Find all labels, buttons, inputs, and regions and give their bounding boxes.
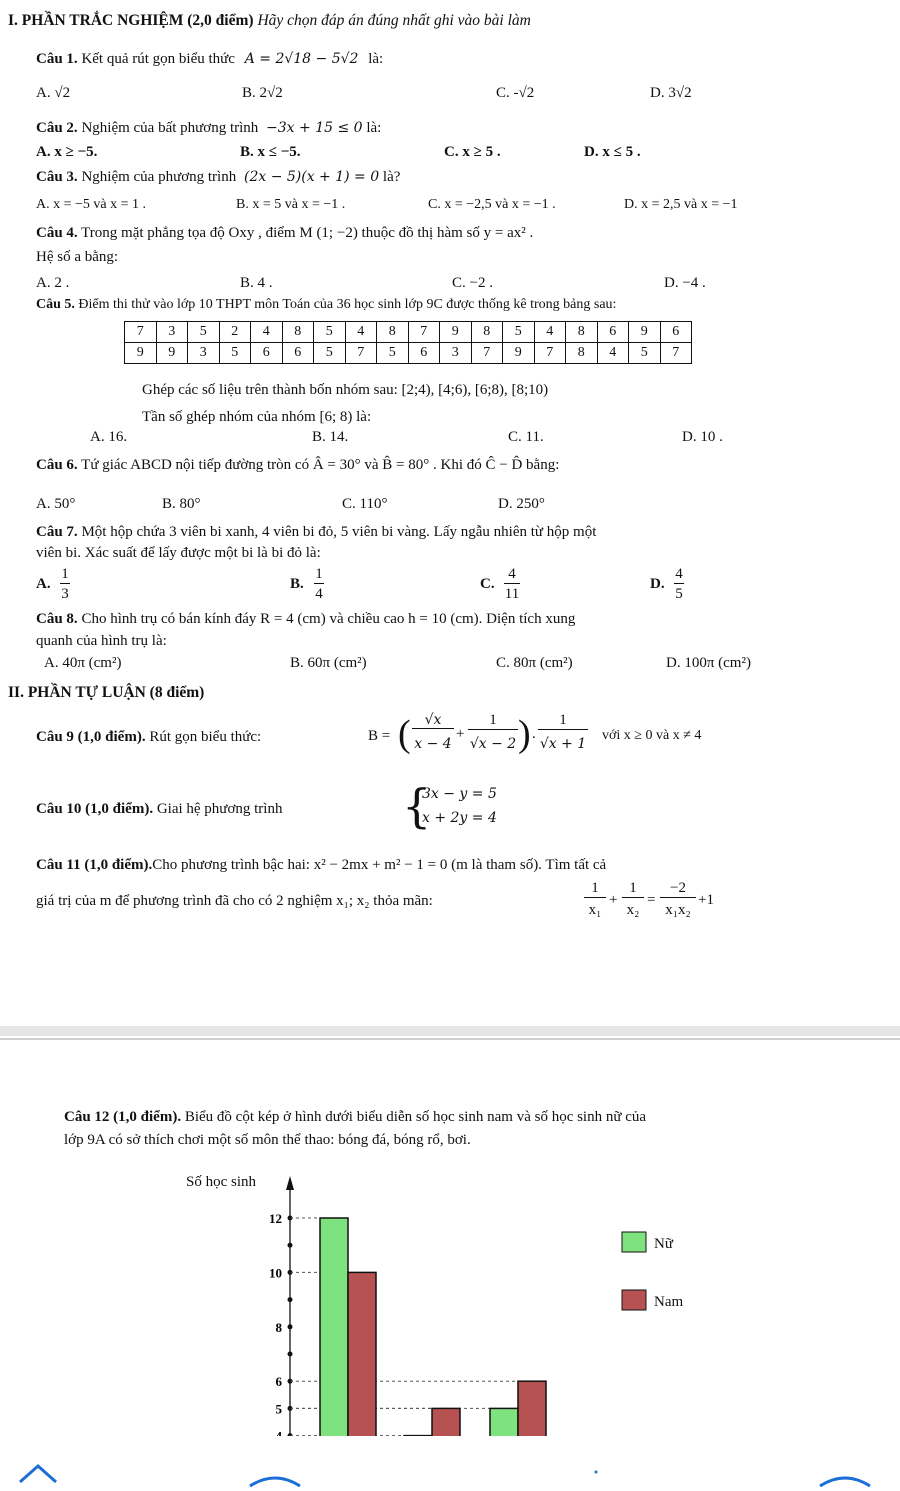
table-cell: 9 xyxy=(156,343,188,364)
table-cell: 8 xyxy=(471,322,503,343)
numerator: 1 xyxy=(315,566,323,582)
q2-stem xyxy=(36,119,381,137)
q10-eq2: x + 2y = 4 xyxy=(422,810,497,826)
legend-label-female: Nữ xyxy=(654,1236,673,1252)
q3-option-a: A. x = −5 và x = 1 . xyxy=(36,197,147,212)
q6-option-b: B. 80° xyxy=(162,496,201,512)
q1-text: Kết quả rút gọn biểu thức xyxy=(81,51,235,67)
frac-num: 1 xyxy=(584,880,606,898)
table-cell: 5 xyxy=(314,322,346,343)
equals-sign: = xyxy=(647,892,656,908)
brace-icon: { xyxy=(402,779,432,833)
table-cell: 5 xyxy=(314,343,346,364)
y-tick-label: 5 xyxy=(275,1401,282,1417)
frac-num: −2 xyxy=(660,880,696,898)
q11-condition xyxy=(580,880,760,928)
q2-option-d: D. x ≤ 5 . xyxy=(584,144,641,160)
frac-den: x₂ xyxy=(626,902,640,918)
q6-text: Tứ giác ABCD nội tiếp đường tròn có Â = 30° và B̂ = 80° . Khi đó Ĉ − D̂ bằng: xyxy=(81,457,560,473)
plus-sign: + xyxy=(456,726,465,742)
q10-system xyxy=(402,779,522,834)
q8-option-a: A. 40π (cm²) xyxy=(44,655,122,671)
bottom-toolbar xyxy=(0,1436,900,1486)
table-cell: 7 xyxy=(345,343,377,364)
table-cell: 4 xyxy=(345,322,377,343)
q6-stem xyxy=(36,456,559,474)
table-cell: 9 xyxy=(629,322,661,343)
page-divider xyxy=(0,1026,900,1036)
q5-option-a: A. 16. xyxy=(90,429,128,445)
q1-option-b: B. 2√2 xyxy=(242,85,283,101)
q1-option-c: C. -√2 xyxy=(496,85,535,101)
frac2-num: 1 xyxy=(468,712,518,730)
q3-option-d: D. x = 2,5 và x = −1 xyxy=(624,197,738,212)
table-cell: 7 xyxy=(660,343,692,364)
q2-expr: −3x + 15 ≤ 0 xyxy=(266,120,363,136)
table-cell: 3 xyxy=(440,343,472,364)
q3-text: Nghiệm của phương trình xyxy=(81,169,237,185)
q5-text: Điểm thi thử vào lớp 10 THPT môn Toán của 36 học sinh lớp 9C được thống kê trong bảng sau: xyxy=(78,297,617,312)
numerator: 4 xyxy=(504,566,520,584)
q12-stem-2: lớp 9A có sở thích chơi một số môn thể thao: bóng đá, bóng rổ, bơi. xyxy=(64,1132,471,1148)
q8-stem-2: quanh của hình trụ là: xyxy=(36,633,167,649)
q8-text: Cho hình trụ có bán kính đáy R = 4 (cm) và chiều cao h = 10 (cm). Diện tích xung xyxy=(81,611,576,627)
table-cell: 8 xyxy=(282,322,314,343)
q7-stem-2: viên bi. Xác suất để lấy được một bi là bi đỏ là: xyxy=(36,545,321,561)
table-cell: 6 xyxy=(597,322,629,343)
paren-close: ) xyxy=(518,713,531,755)
q4-stem xyxy=(36,224,533,242)
q8-option-b: B. 60π (cm²) xyxy=(290,655,367,671)
y-axis-arrow xyxy=(286,1176,294,1190)
table-cell: 9 xyxy=(125,343,157,364)
q3-option-b: B. x = 5 và x = −1 . xyxy=(236,197,346,212)
score-row-1 xyxy=(125,322,692,343)
q4-option-d: D. −4 . xyxy=(664,275,706,291)
legend-label-male: Nam xyxy=(654,1294,684,1310)
q4-stem-2: Hệ số a bằng: xyxy=(36,249,119,265)
frac-den: x₁ xyxy=(588,902,602,918)
q5-option-d: D. 10 . xyxy=(682,429,723,445)
table-cell: 6 xyxy=(660,322,692,343)
frac1-num: √x xyxy=(412,712,454,729)
q1-tail: là: xyxy=(368,51,384,67)
arc-icon xyxy=(820,1478,870,1486)
numerator: 4 xyxy=(675,566,683,582)
q3-expr: (2x − 5)(x + 1) = 0 xyxy=(243,169,380,185)
q3-stem xyxy=(36,168,400,186)
q4-text: Trong mặt phẳng tọa độ Oxy , điểm M (1; −2) thuộc đồ thị hàm số y = ax² . xyxy=(81,225,534,241)
q11-stem-2: giá trị của m để phương trình đã cho có 2 nghiệm x₁; x₂ thỏa mãn: xyxy=(36,893,433,909)
plus-one: +1 xyxy=(698,892,714,908)
q4-label: Câu 4. xyxy=(36,225,78,241)
denominator: 11 xyxy=(504,586,520,602)
q11-text: Cho phương trình bậc hai: x² − 2mx + m² − 1 = 0 (m là tham số). Tìm tất cả xyxy=(152,857,607,873)
q4-option-b: B. 4 . xyxy=(240,275,273,291)
denominator: 5 xyxy=(675,586,683,602)
plus-sign: + xyxy=(609,892,618,908)
table-cell: 9 xyxy=(440,322,472,343)
q1-option-a: A. √2 xyxy=(36,85,71,101)
table-cell: 4 xyxy=(534,322,566,343)
q9-b-eq: B = xyxy=(368,728,391,744)
q2-label: Câu 2. xyxy=(36,120,78,136)
y-tick-label: 12 xyxy=(269,1211,282,1226)
score-row-2 xyxy=(125,343,692,364)
q12-stem xyxy=(64,1108,646,1126)
table-cell: 8 xyxy=(377,322,409,343)
q1-expr: A = 2√18 − 5√2 xyxy=(244,51,359,67)
table-cell: 5 xyxy=(188,322,220,343)
chart-ylabel: Số học sinh xyxy=(186,1174,257,1190)
denominator: 3 xyxy=(61,586,69,602)
q8-option-c: C. 80π (cm²) xyxy=(496,655,573,671)
q6-label: Câu 6. xyxy=(36,457,78,473)
frac-den: x₁x₂ xyxy=(665,902,691,918)
scroll-up-icon xyxy=(20,1466,56,1482)
legend-swatch-male xyxy=(622,1290,646,1310)
y-tick-label: 8 xyxy=(275,1319,282,1335)
legend-swatch-female xyxy=(622,1232,646,1252)
y-tick-label: 10 xyxy=(269,1265,282,1281)
option-label: C. xyxy=(480,576,495,592)
q2-text: Nghiệm của bất phương trình xyxy=(81,120,259,136)
part1-heading: I. PHẦN TRẮC NGHIỆM (2,0 điểm) xyxy=(8,12,254,29)
q5-group-text: Ghép các số liệu trên thành bốn nhóm sau: [2;4), [4;6), [6;8), [8;10) xyxy=(142,382,549,398)
table-cell: 4 xyxy=(251,322,283,343)
table-cell: 5 xyxy=(629,343,661,364)
q8-label: Câu 8. xyxy=(36,611,78,627)
table-cell: 7 xyxy=(125,322,157,343)
table-cell: 8 xyxy=(566,322,598,343)
q6-option-d: D. 250° xyxy=(498,496,545,512)
q2-option-c: C. x ≥ 5 . xyxy=(444,144,501,160)
q8-option-d: D. 100π (cm²) xyxy=(666,655,751,671)
q4-option-a: A. 2 . xyxy=(36,275,70,291)
frac3-den: √x + 1 xyxy=(539,736,587,752)
q5-label: Câu 5. xyxy=(36,297,75,312)
frac-num: 1 xyxy=(622,880,644,898)
option-label: D. xyxy=(650,576,665,592)
y-tick-label: 6 xyxy=(275,1374,282,1390)
table-cell: 6 xyxy=(282,343,314,364)
frac1-den: x − 4 xyxy=(414,736,452,752)
q9-label: Câu 9 (1,0 điểm). xyxy=(36,729,146,745)
table-cell: 2 xyxy=(219,322,251,343)
dot-icon xyxy=(595,1471,598,1474)
table-cell: 6 xyxy=(251,343,283,364)
score-table xyxy=(124,321,692,364)
q11-stem xyxy=(36,856,606,874)
bar-female xyxy=(320,1218,348,1446)
table-cell: 7 xyxy=(471,343,503,364)
y-ticks xyxy=(269,1211,293,1444)
q11-label: Câu 11 (1,0 điểm). xyxy=(36,857,153,873)
table-cell: 9 xyxy=(503,343,535,364)
q12-label: Câu 12 (1,0 điểm). xyxy=(64,1109,182,1125)
q2-option-a: A. x ≥ −5. xyxy=(36,144,98,160)
q5-option-b: B. 14. xyxy=(312,429,349,445)
denominator: 4 xyxy=(315,586,323,602)
q7-stem xyxy=(36,523,596,541)
option-label: A. xyxy=(36,576,51,592)
table-cell: 5 xyxy=(219,343,251,364)
q1-label: Câu 1. xyxy=(36,51,78,67)
q9-text: Rút gọn biểu thức: xyxy=(149,729,262,745)
q8-stem xyxy=(36,610,575,628)
q10-stem xyxy=(36,800,282,818)
bar-male xyxy=(348,1272,376,1446)
table-cell: 4 xyxy=(597,343,629,364)
q5-stem xyxy=(36,296,616,314)
q6-option-a: A. 50° xyxy=(36,496,76,512)
q9-stem xyxy=(36,728,261,746)
q4-option-c: C. −2 . xyxy=(452,275,493,291)
q5-option-c: C. 11. xyxy=(508,429,544,445)
q7-label: Câu 7. xyxy=(36,524,78,540)
q9-condition: với x ≥ 0 và x ≠ 4 xyxy=(602,728,702,743)
q10-text: Giai hệ phương trình xyxy=(156,801,283,817)
q10-label: Câu 10 (1,0 điểm). xyxy=(36,801,154,817)
q2-option-b: B. x ≤ −5. xyxy=(240,144,301,160)
q6-option-c: C. 110° xyxy=(342,496,388,512)
option-label: B. xyxy=(290,576,304,592)
table-cell: 7 xyxy=(534,343,566,364)
table-cell: 3 xyxy=(156,322,188,343)
part2-heading: II. PHẦN TỰ LUẬN (8 điểm) xyxy=(8,684,205,701)
q2-tail: là: xyxy=(366,120,382,136)
q1-option-d: D. 3√2 xyxy=(650,85,692,101)
q3-option-c: C. x = −2,5 và x = −1 . xyxy=(428,197,556,212)
page-divider-line xyxy=(0,1038,900,1040)
dot-sign: . xyxy=(532,726,536,742)
bars xyxy=(290,1218,546,1446)
q5-freq-text: Tần số ghép nhóm của nhóm [6; 8) là: xyxy=(142,409,372,425)
table-cell: 3 xyxy=(188,343,220,364)
part1-heading-line xyxy=(8,12,531,30)
arc-icon xyxy=(250,1478,300,1486)
table-cell: 7 xyxy=(408,322,440,343)
q1-stem xyxy=(36,50,383,68)
table-cell: 5 xyxy=(503,322,535,343)
q12-text: Biểu đồ cột kép ở hình dưới biểu diễn số học sinh nam và số học sinh nữ của xyxy=(184,1109,647,1125)
q10-eq1: 3x − y = 5 xyxy=(422,786,497,802)
double-bar-chart xyxy=(0,1170,900,1436)
table-cell: 6 xyxy=(408,343,440,364)
paren-open: ( xyxy=(398,713,411,755)
part1-instruction: Hãy chọn đáp án đúng nhất ghi vào bài làm xyxy=(257,12,531,29)
q7-text: Một hộp chứa 3 viên bi xanh, 4 viên bi đỏ, 5 viên bi vàng. Lấy ngẫu nhiên từ hộp một xyxy=(81,524,597,540)
q3-tail: là? xyxy=(382,169,401,185)
frac3-num: 1 xyxy=(538,712,588,730)
table-cell: 8 xyxy=(566,343,598,364)
q9-expression xyxy=(368,710,728,762)
numerator: 1 xyxy=(61,566,69,582)
q3-label: Câu 3. xyxy=(36,169,78,185)
table-cell: 5 xyxy=(377,343,409,364)
frac2-den: √x − 2 xyxy=(469,736,517,752)
